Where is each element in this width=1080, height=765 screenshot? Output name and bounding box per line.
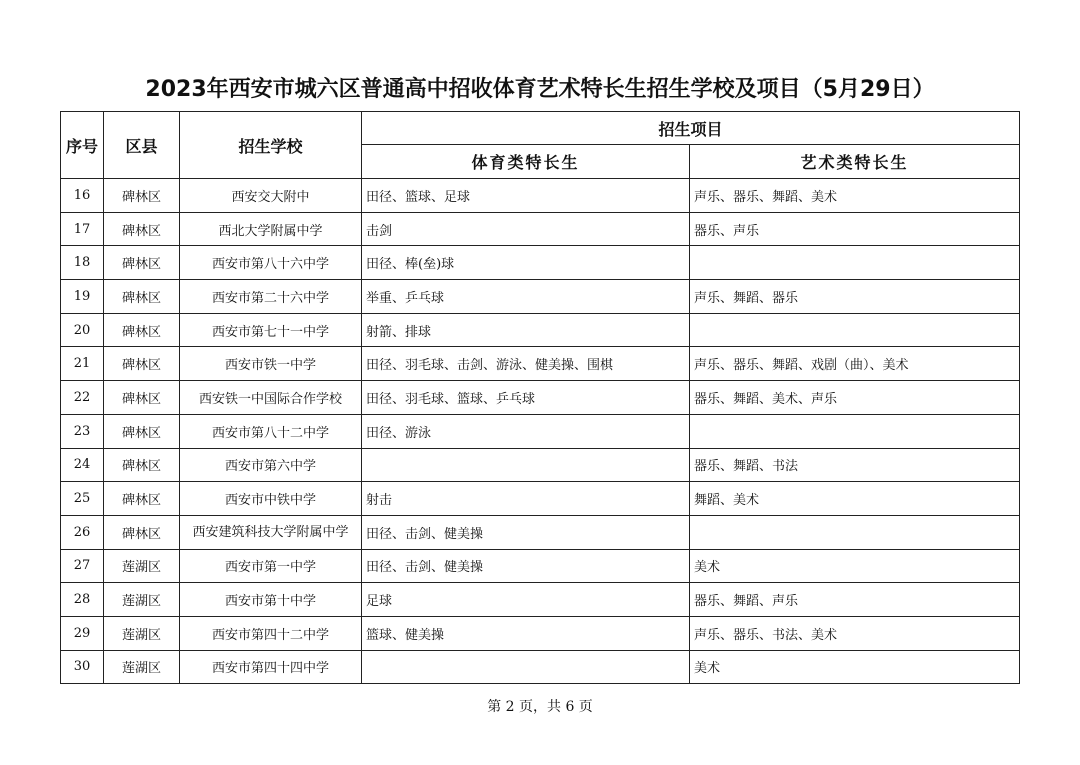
table-row [61, 414, 1020, 448]
row-number: 24 [61, 448, 104, 482]
row-school: 西安铁一中国际合作学校 [180, 381, 362, 415]
row-school: 西安市铁一中学 [180, 347, 362, 381]
row-number: 28 [61, 583, 104, 617]
table-row [61, 246, 1020, 280]
header-school: 招生学校 [180, 112, 362, 179]
table-row [61, 515, 1020, 549]
row-sports-items: 田径、篮球、足球 [362, 179, 690, 213]
row-arts-items: 美术 [690, 549, 1020, 583]
row-school: 西安市第十中学 [180, 583, 362, 617]
table-row [61, 280, 1020, 314]
row-sports-items: 田径、羽毛球、击剑、游泳、健美操、围棋 [362, 347, 690, 381]
row-number: 25 [61, 482, 104, 516]
row-district: 碑林区 [104, 381, 180, 415]
row-arts-items [690, 515, 1020, 549]
table-body [61, 179, 1020, 684]
table-row [61, 549, 1020, 583]
page-number: 第 2 页，共 6 页 [487, 699, 593, 715]
header-district: 区县 [104, 112, 180, 179]
row-school: 西安市第八十二中学 [180, 414, 362, 448]
row-number: 18 [61, 246, 104, 280]
row-arts-items: 器乐、声乐 [690, 212, 1020, 246]
row-sports-items: 田径、击剑、健美操 [362, 549, 690, 583]
row-number: 27 [61, 549, 104, 583]
row-arts-items [690, 246, 1020, 280]
row-number: 19 [61, 280, 104, 314]
table-row [61, 381, 1020, 415]
header-projects: 招生项目 [362, 112, 1020, 145]
row-sports-items: 田径、羽毛球、篮球、乒乓球 [362, 381, 690, 415]
table-row [61, 212, 1020, 246]
row-arts-items [690, 414, 1020, 448]
row-district: 碑林区 [104, 515, 180, 549]
row-sports-items: 田径、击剑、健美操 [362, 515, 690, 549]
row-sports-items [362, 448, 690, 482]
table-row [61, 650, 1020, 684]
row-school: 西安市第四十四中学 [180, 650, 362, 684]
row-sports-items: 击剑 [362, 212, 690, 246]
row-arts-items: 声乐、器乐、舞蹈、戏剧（曲）、美术 [690, 347, 1020, 381]
row-district: 莲湖区 [104, 650, 180, 684]
row-number: 23 [61, 414, 104, 448]
row-district: 莲湖区 [104, 583, 180, 617]
row-arts-items: 器乐、舞蹈、声乐 [690, 583, 1020, 617]
table-row [61, 583, 1020, 617]
row-district: 碑林区 [104, 414, 180, 448]
row-school: 西安市第二十六中学 [180, 280, 362, 314]
row-sports-items: 射击 [362, 482, 690, 516]
row-number: 30 [61, 650, 104, 684]
row-school: 西安市第七十一中学 [180, 313, 362, 347]
row-number: 21 [61, 347, 104, 381]
row-school: 西安市中铁中学 [180, 482, 362, 516]
row-school: 西安市第四十二中学 [180, 616, 362, 650]
header-arts: 艺术类特长生 [690, 145, 1020, 179]
row-sports-items: 足球 [362, 583, 690, 617]
row-district: 碑林区 [104, 448, 180, 482]
row-arts-items: 器乐、舞蹈、书法 [690, 448, 1020, 482]
table-row [61, 179, 1020, 213]
row-school: 西安市第六中学 [180, 448, 362, 482]
table-row [61, 347, 1020, 381]
row-sports-items: 田径、游泳 [362, 414, 690, 448]
row-district: 碑林区 [104, 280, 180, 314]
row-arts-items: 舞蹈、美术 [690, 482, 1020, 516]
row-district: 莲湖区 [104, 616, 180, 650]
row-arts-items: 器乐、舞蹈、美术、声乐 [690, 381, 1020, 415]
row-number: 20 [61, 313, 104, 347]
row-sports-items: 举重、乒乓球 [362, 280, 690, 314]
table-row [61, 616, 1020, 650]
row-district: 莲湖区 [104, 549, 180, 583]
row-number: 26 [61, 515, 104, 549]
row-arts-items: 声乐、器乐、舞蹈、美术 [690, 179, 1020, 213]
table-row [61, 448, 1020, 482]
row-district: 碑林区 [104, 347, 180, 381]
enrollment-table [60, 111, 1020, 684]
row-school: 西安建筑科技大学附属中学 [180, 515, 362, 549]
row-sports-items: 射箭、排球 [362, 313, 690, 347]
row-school: 西北大学附属中学 [180, 212, 362, 246]
row-arts-items: 声乐、器乐、书法、美术 [690, 616, 1020, 650]
row-district: 碑林区 [104, 313, 180, 347]
row-number: 17 [61, 212, 104, 246]
row-number: 22 [61, 381, 104, 415]
row-number: 29 [61, 616, 104, 650]
row-district: 碑林区 [104, 246, 180, 280]
header-sports: 体育类特长生 [362, 145, 690, 179]
row-arts-items: 声乐、舞蹈、器乐 [690, 280, 1020, 314]
row-sports-items: 篮球、健美操 [362, 616, 690, 650]
row-arts-items: 美术 [690, 650, 1020, 684]
row-district: 碑林区 [104, 482, 180, 516]
row-district: 碑林区 [104, 212, 180, 246]
table-row [61, 313, 1020, 347]
row-school: 西安交大附中 [180, 179, 362, 213]
row-sports-items: 田径、棒(垒)球 [362, 246, 690, 280]
table-header-row [61, 112, 1020, 145]
row-arts-items [690, 313, 1020, 347]
row-school: 西安市第八十六中学 [180, 246, 362, 280]
page-title: 2023年西安市城六区普通高中招收体育艺术特长生招生学校及项目（5月29日） [145, 77, 935, 102]
row-number: 16 [61, 179, 104, 213]
table-row [61, 482, 1020, 516]
row-district: 碑林区 [104, 179, 180, 213]
header-seq: 序号 [61, 112, 104, 179]
row-sports-items [362, 650, 690, 684]
row-school: 西安市第一中学 [180, 549, 362, 583]
